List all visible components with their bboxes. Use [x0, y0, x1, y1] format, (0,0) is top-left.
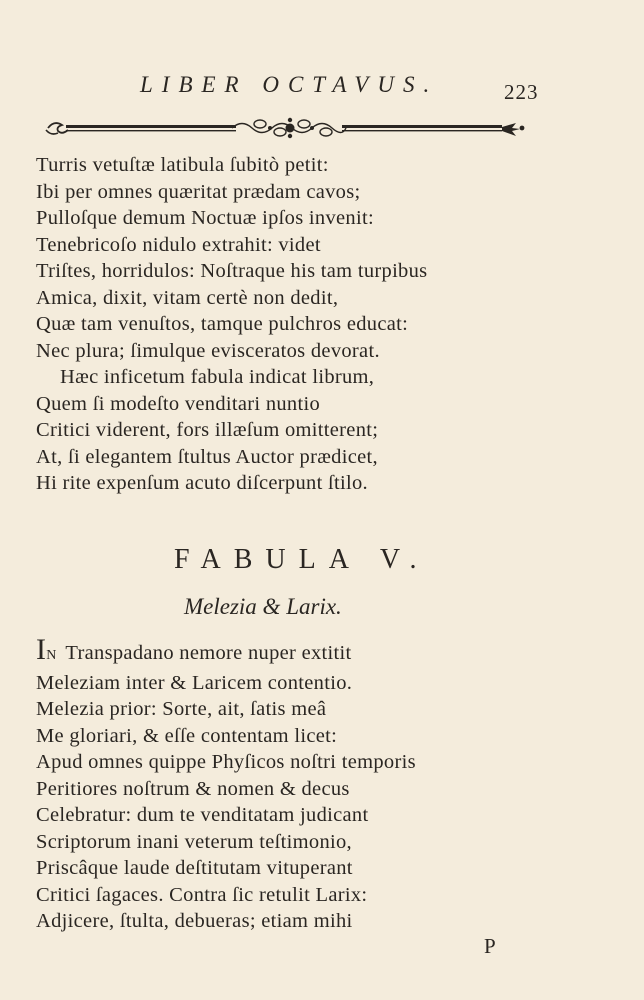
verse-line: Priscâque laude deſtitutam vituperant: [36, 857, 353, 879]
small-caps: N: [46, 648, 58, 663]
moral-line: Quem ſi modeſto venditari nuntio: [36, 392, 321, 415]
fable-end-verse: [36, 152, 506, 497]
verse-line: Celebratur: dum te venditatam judicant: [36, 804, 369, 826]
verse-line: Adjicere, ſtulta, debueras; etiam mihi: [36, 910, 353, 932]
running-title: LIBER OCTAVUS.: [140, 72, 439, 97]
fable-title: FABULA V.: [174, 544, 430, 575]
verse-line: Meleziam inter & Laricem contentio.: [36, 671, 353, 694]
fable-verse: [36, 633, 506, 935]
verse-line: Peritiores noſtrum & nomen & decus: [36, 777, 350, 800]
verse-line: Critici ſagaces. Contra ſic retulit Larix:: [36, 883, 368, 906]
ornamental-rule-icon: [42, 110, 530, 146]
verse-line: Quæ tam venuſtos, tamque pulchros educat:: [36, 313, 409, 335]
verse-line: Melezia prior: Sorte, ait, ſatis meâ: [36, 698, 327, 720]
verse-line: Scriptorum inani veterum teſtimonio,: [36, 830, 352, 853]
moral-line: Hæc inficetum fabula indicat librum,: [60, 366, 375, 388]
verse-line: Triſtes, horridulos: Noſtraque his tam turpibus: [36, 260, 428, 282]
verse-line: Amica, dixit, vitam certè non dedit,: [36, 286, 339, 309]
verse-line: Tenebricoſo nidulo extrahit: videt: [36, 233, 321, 256]
verse-line: Me gloriari, & eſſe contentam licet:: [36, 724, 338, 747]
fable-subtitle: Melezia & Larix.: [184, 594, 342, 619]
moral-line: Hi rite expenſum acuto diſcerpunt ſtilo.: [36, 472, 368, 494]
first-line-rest: Transpadano nemore nuper extitit: [65, 642, 352, 664]
moral-line: Critici viderent, fors illæſum omitterent;: [36, 419, 379, 441]
verse-line: Apud omnes quippe Phyſicos noſtri temporis: [36, 751, 416, 773]
verse-line: Ibi per omnes quæritat prædam cavos;: [36, 180, 361, 203]
verse-line: Nec plura; ſimulque evisceratos devorat.: [36, 339, 380, 362]
drop-cap: I: [36, 633, 47, 666]
verse-line: Turris vetuſtæ latibula ſubitò petit:: [36, 154, 329, 176]
signature-mark: P: [484, 934, 496, 958]
verse-line: Pulloſque demum Noctuæ ipſos invenit:: [36, 207, 374, 229]
moral-line: At, ſi elegantem ſtultus Auctor prædicet,: [36, 445, 378, 468]
first-verse-line: [36, 633, 506, 670]
page-number: 223: [504, 80, 539, 104]
